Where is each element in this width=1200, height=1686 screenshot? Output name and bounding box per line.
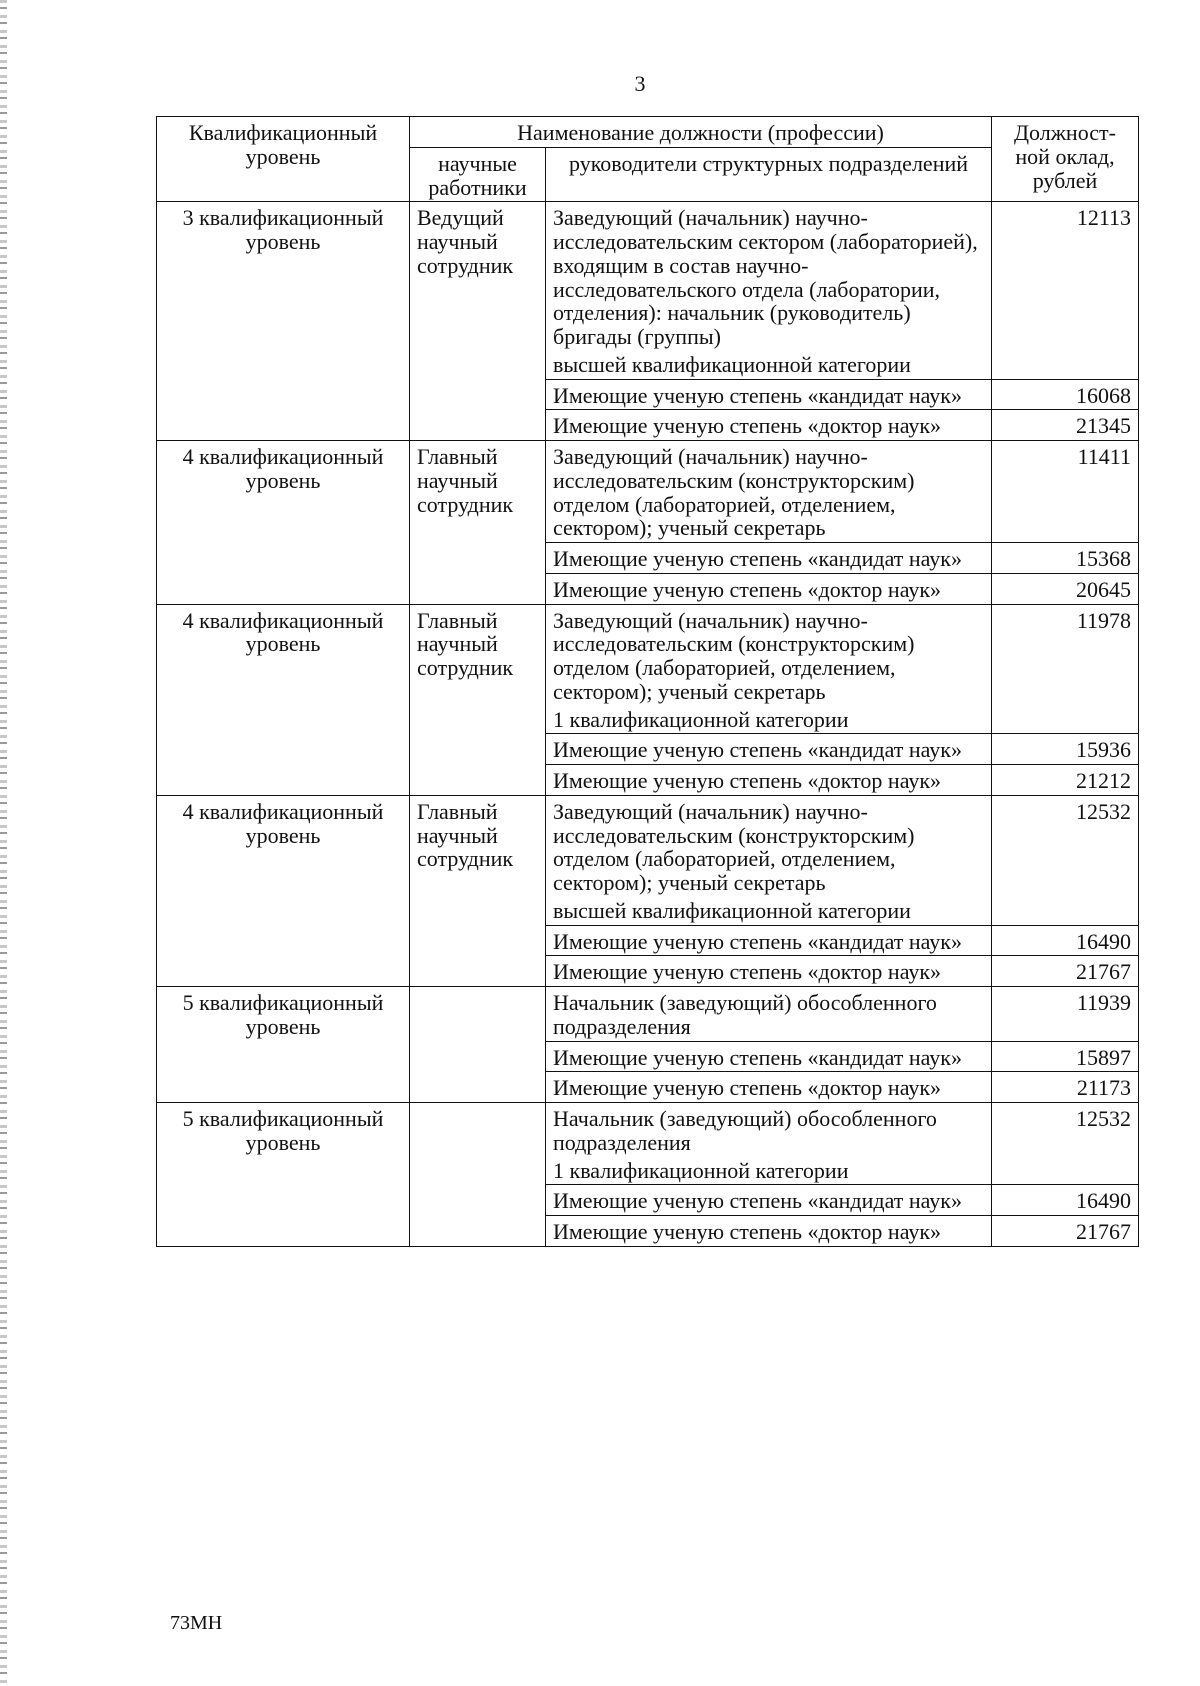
position-cell [546, 1103, 992, 1185]
position-cell [546, 1185, 992, 1216]
position-cell [546, 765, 992, 796]
position-text: Заведующий (начальник) научно-исследовательским (конструкторским) отделом (лабораторией, отделением, сектором); ученый секретарь [553, 607, 915, 704]
salary-cell: 11978 [992, 604, 1139, 734]
salary-cell: 16490 [992, 925, 1139, 956]
position-text: Заведующий (начальник) научно-исследовательским (конструкторским) отделом (лабораторией, отделением, сектором); ученый секретарь [553, 444, 915, 541]
scientific-cell [410, 1103, 546, 1247]
scientific-cell [410, 987, 546, 1103]
salary-cell: 15368 [992, 543, 1139, 574]
salary-cell: 20645 [992, 573, 1139, 604]
position-text: Имеющие ученую степень «доктор наук» [553, 413, 942, 439]
position-text: Заведующий (начальник) научно-исследовательским (конструкторским) отделом (лабораторией, отделением, сектором); ученый секретарь [553, 798, 915, 895]
table-body [157, 202, 1139, 1247]
salary-cell: 21767 [992, 1216, 1139, 1247]
salary-table [156, 116, 1139, 1247]
position-cell [546, 379, 992, 410]
salary-cell: 15936 [992, 734, 1139, 765]
level-cell: 5 квалификационный уровень [157, 1103, 410, 1247]
position-cell [546, 410, 992, 441]
position-cell [546, 202, 992, 379]
level-cell: 4 квалификационный уровень [157, 795, 410, 986]
table-row [157, 604, 1139, 734]
salary-cell: 12532 [992, 795, 1139, 925]
salary-cell: 16068 [992, 379, 1139, 410]
position-text: Имеющие ученую степень «доктор наук» [553, 576, 942, 602]
level-cell: 4 квалификационный уровень [157, 441, 410, 605]
header-level: Квалификационный уровень [157, 117, 410, 202]
table-row [157, 987, 1139, 1042]
position-cell [546, 987, 992, 1042]
position-cell [546, 1041, 992, 1072]
position-text: Имеющие ученую степень «кандидат наук» [553, 546, 962, 571]
scan-edge [0, 0, 7, 1686]
salary-cell: 11411 [992, 441, 1139, 543]
position-category: 1 квалификационной категории [553, 1157, 849, 1183]
salary-cell: 21767 [992, 956, 1139, 987]
table-row [157, 1103, 1139, 1185]
position-category: высшей квалификационной категории [553, 897, 911, 923]
scientific-cell: Главный научный сотрудник [410, 441, 546, 605]
position-text: Имеющие ученую степень «кандидат наук» [553, 1044, 962, 1070]
position-cell [546, 1216, 992, 1247]
position-cell [546, 543, 992, 574]
position-cell [546, 441, 992, 543]
position-text: Заведующий (начальник) научно-исследовательским сектором (лабораторией), входящим в состав научно-исследовательского отдела (лаборатории, отделения): начальник (руководитель) бригады (группы) [553, 205, 978, 349]
table-row [157, 202, 1139, 379]
scientific-cell: Главный научный сотрудник [410, 604, 546, 795]
level-cell: 4 квалификационный уровень [157, 604, 410, 795]
salary-cell: 11939 [992, 987, 1139, 1042]
header-scientific: научные работники [410, 147, 546, 202]
position-cell [546, 1072, 992, 1103]
level-cell: 3 квалификационный уровень [157, 202, 410, 441]
header-salary: Должност-ной оклад, рублей [992, 117, 1139, 202]
position-text: Имеющие ученую степень «доктор наук» [553, 1219, 942, 1244]
salary-cell: 12113 [992, 202, 1139, 379]
position-text: Имеющие ученую степень «кандидат наук» [553, 382, 962, 408]
level-cell: 5 квалификационный уровень [157, 987, 410, 1103]
scientific-cell: Ведущий научный сотрудник [410, 202, 546, 441]
position-text: Имеющие ученую степень «кандидат наук» [553, 1188, 962, 1214]
header-position-group: Наименование должности (профессии) [410, 117, 992, 148]
position-text: Начальник (заведующий) обособленного подразделения [553, 990, 937, 1039]
scientific-cell: Главный научный сотрудник [410, 795, 546, 986]
salary-cell: 21173 [992, 1072, 1139, 1103]
position-text: Имеющие ученую степень «доктор наук» [553, 959, 942, 985]
position-text: Имеющие ученую степень «кандидат наук» [553, 737, 962, 763]
position-cell [546, 956, 992, 987]
position-cell [546, 573, 992, 604]
salary-cell: 21345 [992, 410, 1139, 441]
position-cell [546, 925, 992, 956]
position-text: Имеющие ученую степень «кандидат наук» [553, 928, 962, 954]
salary-cell: 15897 [992, 1041, 1139, 1072]
position-cell [546, 795, 992, 925]
position-category: высшей квалификационной категории [553, 351, 911, 377]
position-cell [546, 734, 992, 765]
position-text: Имеющие ученую степень «доктор наук» [553, 1075, 942, 1101]
footer-code: 73МН [170, 1612, 223, 1634]
header-managers: руководители структурных подразделений [546, 147, 992, 202]
salary-cell: 12532 [992, 1103, 1139, 1185]
salary-cell: 16490 [992, 1185, 1139, 1216]
position-text: Начальник (заведующий) обособленного подразделения [553, 1106, 937, 1155]
salary-cell: 21212 [992, 765, 1139, 796]
page-number: 3 [634, 71, 646, 96]
table-header [157, 117, 1139, 202]
position-text: Имеющие ученую степень «доктор наук» [553, 768, 942, 793]
position-category: 1 квалификационной категории [553, 706, 849, 732]
position-cell [546, 604, 992, 734]
table-row [157, 441, 1139, 543]
table-row [157, 795, 1139, 925]
